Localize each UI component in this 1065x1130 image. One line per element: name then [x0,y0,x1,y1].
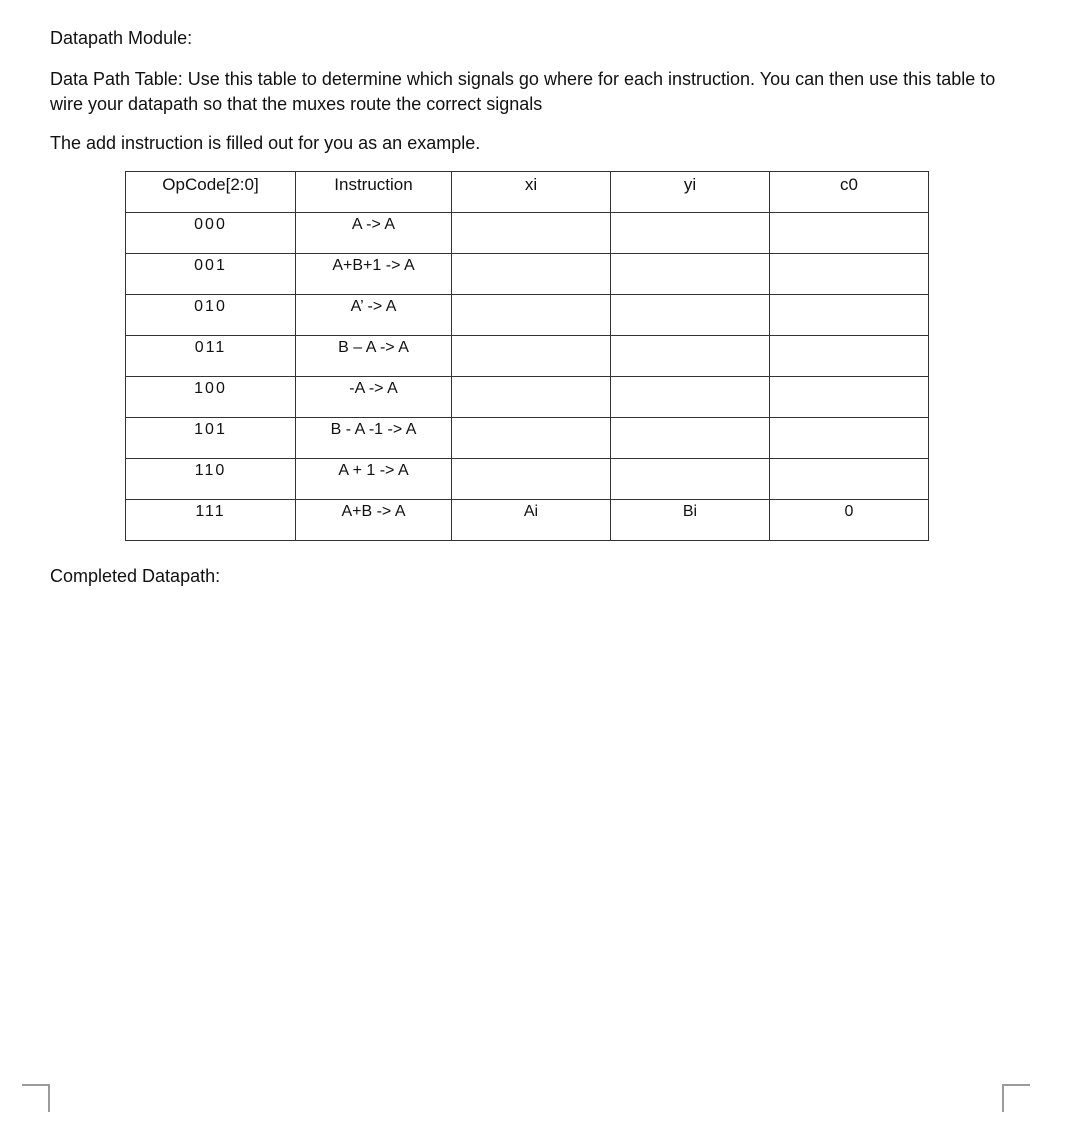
cell-xi[interactable] [452,254,611,295]
cell-opcode: 010 [126,295,296,336]
cell-xi[interactable] [452,336,611,377]
cell-yi[interactable] [611,336,770,377]
header-c0: c0 [770,172,929,213]
header-opcode: OpCode[2:0] [126,172,296,213]
completed-datapath-label: Completed Datapath: [50,566,221,586]
cell-instruction: B – A -> A [296,336,452,377]
cell-instruction: A+B+1 -> A [296,254,452,295]
cell-c0[interactable] [770,254,929,295]
cell-c0[interactable]: 0 [770,500,929,541]
cell-opcode: 001 [126,254,296,295]
table-row [126,213,929,254]
cell-yi[interactable] [611,418,770,459]
table-row [126,377,929,418]
cell-opcode: 100 [126,377,296,418]
cell-yi[interactable] [611,377,770,418]
table-row [126,336,929,377]
page-corner-marker-left [22,1084,50,1112]
cell-xi[interactable]: Ai [452,500,611,541]
cell-c0[interactable] [770,295,929,336]
cell-xi[interactable] [452,377,611,418]
cell-yi[interactable] [611,254,770,295]
table-row [126,295,929,336]
cell-yi[interactable] [611,213,770,254]
cell-xi[interactable] [452,213,611,254]
cell-yi[interactable]: Bi [611,500,770,541]
cell-yi[interactable] [611,295,770,336]
cell-xi[interactable] [452,418,611,459]
cell-instruction: A -> A [296,213,452,254]
section-heading: Datapath Module: [50,28,193,48]
cell-instruction: -A -> A [296,377,452,418]
cell-xi[interactable] [452,295,611,336]
cell-opcode: 101 [126,418,296,459]
table-row [126,254,929,295]
header-xi: xi [452,172,611,213]
cell-c0[interactable] [770,459,929,500]
cell-xi[interactable] [452,459,611,500]
table-header-row [126,172,929,213]
header-instruction: Instruction [296,172,452,213]
datapath-table [125,171,929,541]
cell-opcode: 110 [126,459,296,500]
cell-opcode: 011 [126,336,296,377]
cell-opcode: 111 [126,500,296,541]
table-row [126,500,929,541]
cell-instruction: B - A -1 -> A [296,418,452,459]
cell-opcode: 000 [126,213,296,254]
cell-instruction: A+B -> A [296,500,452,541]
cell-c0[interactable] [770,418,929,459]
example-note: The add instruction is filled out for you as an example. [50,133,481,153]
cell-instruction: A’ -> A [296,295,452,336]
cell-c0[interactable] [770,377,929,418]
table-row [126,459,929,500]
cell-yi[interactable] [611,459,770,500]
cell-c0[interactable] [770,336,929,377]
cell-instruction: A + 1 -> A [296,459,452,500]
intro-paragraph: Data Path Table: Use this table to determine which signals go where for each instruction. You can then use this table to wire your datapath so that the muxes route the correct signals [50,69,996,114]
header-yi: yi [611,172,770,213]
table-row [126,418,929,459]
page-corner-marker-right [1002,1084,1030,1112]
cell-c0[interactable] [770,213,929,254]
